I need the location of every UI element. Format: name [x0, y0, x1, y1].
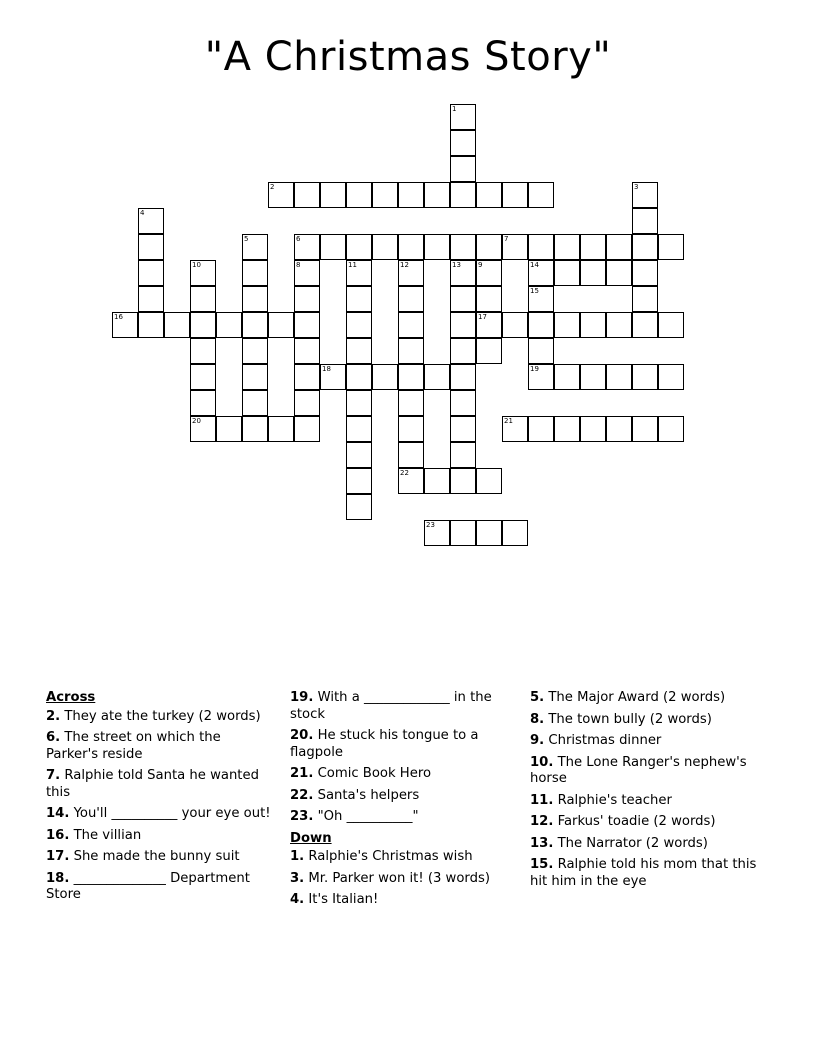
grid-cell[interactable] [632, 208, 658, 234]
grid-cell[interactable] [346, 416, 372, 442]
grid-cell[interactable] [632, 416, 658, 442]
grid-cell[interactable] [476, 234, 502, 260]
grid-cell[interactable] [294, 390, 320, 416]
clue-text: Santa's helpers [313, 787, 420, 803]
clue-number: 16. [46, 827, 70, 843]
grid-cell[interactable] [320, 182, 346, 208]
grid-cell[interactable] [632, 312, 658, 338]
grid-cell[interactable] [294, 260, 320, 286]
grid-cell[interactable] [216, 312, 242, 338]
clues-area [0, 690, 816, 990]
grid-cell[interactable] [398, 182, 424, 208]
grid-cell[interactable] [450, 182, 476, 208]
clue-number: 11. [530, 792, 554, 808]
grid-cell[interactable] [606, 234, 632, 260]
grid-cell[interactable] [242, 260, 268, 286]
clue-item [290, 809, 508, 826]
clue-number: 1. [290, 849, 305, 864]
clue-item [46, 806, 274, 823]
grid-cell[interactable] [450, 416, 476, 442]
grid-cell-number: 8 [296, 261, 301, 269]
grid-cell[interactable] [268, 182, 294, 208]
grid-cell-number: 20 [192, 417, 201, 425]
grid-cell[interactable] [450, 442, 476, 468]
grid-cell[interactable] [450, 130, 476, 156]
clue-text: You'll __________ your eye out! [69, 806, 271, 821]
grid-cell[interactable] [476, 520, 502, 546]
clue-text: They ate the turkey (2 words) [60, 708, 261, 724]
clue-text: The villian [69, 827, 142, 843]
clue-number: 7. [46, 768, 61, 783]
grid-cell-number: 18 [322, 365, 331, 373]
grid-cell[interactable] [268, 312, 294, 338]
clue-item [530, 755, 768, 788]
grid-cell-number: 12 [400, 261, 409, 269]
grid-cell[interactable] [346, 286, 372, 312]
grid-cell[interactable] [190, 338, 216, 364]
clue-text: "Oh __________" [313, 809, 419, 824]
grid-cell[interactable] [476, 338, 502, 364]
grid-cell[interactable] [580, 234, 606, 260]
grid-cell[interactable] [528, 364, 554, 390]
down-heading: Down [290, 830, 332, 846]
clue-column-1 [46, 690, 274, 909]
grid-cell[interactable] [580, 312, 606, 338]
grid-cell-number: 17 [478, 313, 487, 321]
grid-cell[interactable] [242, 234, 268, 260]
grid-cell-number: 6 [296, 235, 301, 243]
grid-cell[interactable] [346, 338, 372, 364]
grid-cell-number: 22 [400, 469, 409, 477]
grid-cell[interactable] [216, 416, 242, 442]
grid-cell[interactable] [138, 312, 164, 338]
clue-item [530, 690, 768, 707]
clue-text: Ralphie told his mom that this hit him in the eye [530, 857, 757, 889]
grid-cell[interactable] [632, 286, 658, 312]
grid-cell[interactable] [450, 104, 476, 130]
clue-text: The Narrator (2 words) [553, 835, 708, 851]
grid-cell[interactable] [528, 338, 554, 364]
clue-item [46, 730, 274, 763]
grid-cell[interactable] [294, 182, 320, 208]
clue-item [290, 849, 508, 866]
clue-item [530, 793, 768, 810]
grid-cell[interactable] [580, 364, 606, 390]
grid-cell-number: 4 [140, 209, 145, 217]
grid-cell-number: 14 [530, 261, 539, 269]
clue-number: 5. [530, 690, 545, 705]
clue-number: 19. [290, 690, 314, 705]
grid-cell[interactable] [476, 260, 502, 286]
grid-cell[interactable] [372, 234, 398, 260]
page-title: "A Christmas Story" [204, 34, 612, 80]
grid-cell[interactable] [398, 416, 424, 442]
grid-cell[interactable] [294, 312, 320, 338]
grid-cell-number: 21 [504, 417, 513, 425]
grid-cell[interactable] [294, 338, 320, 364]
grid-cell-number: 2 [270, 183, 275, 191]
grid-cell-number: 11 [348, 261, 357, 269]
clue-item [290, 766, 508, 783]
clue-item [530, 814, 768, 831]
clue-number: 22. [290, 787, 314, 803]
grid-cell[interactable] [398, 234, 424, 260]
grid-cell[interactable] [268, 416, 294, 442]
grid-cell[interactable] [554, 260, 580, 286]
grid-cell[interactable] [372, 364, 398, 390]
clue-number: 12. [530, 814, 554, 829]
grid-cell[interactable] [138, 286, 164, 312]
clue-number: 3. [290, 870, 305, 886]
grid-cell[interactable] [398, 312, 424, 338]
grid-cell[interactable] [450, 468, 476, 494]
grid-cell[interactable] [398, 442, 424, 468]
grid-cell[interactable] [190, 364, 216, 390]
grid-cell[interactable] [346, 390, 372, 416]
clue-number: 2. [46, 708, 61, 724]
grid-cell[interactable] [502, 312, 528, 338]
clue-number: 9. [530, 733, 545, 748]
across-heading: Across [46, 690, 96, 705]
grid-cell[interactable] [294, 416, 320, 442]
grid-cell[interactable] [424, 520, 450, 546]
grid-cell[interactable] [138, 260, 164, 286]
grid-cell[interactable] [528, 286, 554, 312]
clue-item [46, 828, 274, 845]
grid-cell[interactable] [554, 312, 580, 338]
clue-text: ______________ Department Store [46, 870, 250, 902]
grid-cell[interactable] [476, 286, 502, 312]
grid-cell[interactable] [346, 234, 372, 260]
grid-cell[interactable] [632, 234, 658, 260]
grid-cell[interactable] [606, 312, 632, 338]
clue-number: 6. [46, 730, 61, 745]
grid-cell[interactable] [138, 234, 164, 260]
clue-item [530, 712, 768, 729]
grid-cell[interactable] [450, 156, 476, 182]
grid-cell[interactable] [242, 390, 268, 416]
clue-item [530, 733, 768, 750]
grid-cell[interactable] [346, 442, 372, 468]
grid-cell-number: 15 [530, 287, 539, 295]
grid-cell-number: 9 [478, 261, 483, 269]
grid-cell[interactable] [450, 234, 476, 260]
grid-cell[interactable] [242, 364, 268, 390]
clue-item [46, 871, 274, 904]
clue-text: The town bully (2 words) [544, 711, 712, 727]
clue-number: 23. [290, 809, 314, 824]
clue-text: Ralphie's Christmas wish [304, 849, 473, 864]
grid-cell[interactable] [346, 494, 372, 520]
grid-cell[interactable] [632, 260, 658, 286]
grid-cell[interactable] [346, 312, 372, 338]
grid-cell[interactable] [346, 364, 372, 390]
grid-cell[interactable] [606, 416, 632, 442]
grid-cell[interactable] [528, 312, 554, 338]
clue-number: 20. [290, 728, 314, 743]
grid-cell[interactable] [450, 312, 476, 338]
clue-text: Christmas dinner [544, 733, 662, 748]
grid-cell[interactable] [346, 182, 372, 208]
grid-cell[interactable] [164, 312, 190, 338]
grid-cell[interactable] [554, 364, 580, 390]
grid-cell-number: 19 [530, 365, 539, 373]
clue-text: Ralphie told Santa he wanted this [46, 768, 259, 800]
grid-cell[interactable] [398, 338, 424, 364]
grid-cell-number: 5 [244, 235, 249, 243]
clue-item [290, 728, 508, 761]
grid-cell[interactable] [528, 182, 554, 208]
grid-cell[interactable] [580, 416, 606, 442]
grid-cell[interactable] [632, 182, 658, 208]
clue-text: Ralphie's teacher [553, 792, 672, 808]
clue-item [530, 857, 768, 890]
clue-column-3 [530, 690, 768, 895]
grid-cell[interactable] [606, 260, 632, 286]
grid-cell[interactable] [424, 234, 450, 260]
grid-cell[interactable] [658, 416, 684, 442]
clue-number: 21. [290, 766, 314, 781]
clue-number: 18. [46, 870, 70, 886]
grid-cell[interactable] [320, 234, 346, 260]
grid-cell[interactable] [658, 234, 684, 260]
grid-cell[interactable] [424, 364, 450, 390]
clue-number: 4. [290, 892, 305, 907]
grid-cell[interactable] [294, 364, 320, 390]
grid-cell[interactable] [450, 338, 476, 364]
clue-text: Mr. Parker won it! (3 words) [304, 870, 490, 886]
grid-cell[interactable] [580, 260, 606, 286]
clue-number: 15. [530, 857, 554, 872]
grid-cell[interactable] [658, 364, 684, 390]
clue-item [46, 768, 274, 801]
clue-item [530, 836, 768, 853]
clue-item [290, 788, 508, 805]
grid-cell[interactable] [476, 312, 502, 338]
grid-cell[interactable] [528, 416, 554, 442]
clue-text: With a _____________ in the stock [290, 690, 492, 722]
grid-cell[interactable] [190, 260, 216, 286]
grid-cell[interactable] [242, 416, 268, 442]
grid-cell[interactable] [112, 312, 138, 338]
grid-cell[interactable] [424, 468, 450, 494]
clue-text: Farkus' toadie (2 words) [553, 814, 716, 829]
grid-cell[interactable] [242, 312, 268, 338]
grid-cell[interactable] [398, 364, 424, 390]
grid-cell[interactable] [190, 312, 216, 338]
clue-item [290, 871, 508, 888]
grid-cell[interactable] [190, 286, 216, 312]
clue-text: It's Italian! [304, 892, 379, 907]
grid-cell[interactable] [346, 468, 372, 494]
grid-cell-number: 7 [504, 235, 509, 243]
clue-text: The Lone Ranger's nephew's horse [530, 754, 747, 786]
clue-number: 14. [46, 806, 70, 821]
crossword-grid[interactable] [0, 104, 816, 564]
grid-cell[interactable] [320, 364, 346, 390]
grid-cell[interactable] [528, 234, 554, 260]
grid-cell[interactable] [190, 416, 216, 442]
grid-cell[interactable] [528, 260, 554, 286]
grid-cell[interactable] [398, 468, 424, 494]
grid-cell[interactable] [502, 234, 528, 260]
grid-cell[interactable] [398, 260, 424, 286]
grid-cell[interactable] [346, 260, 372, 286]
grid-cell[interactable] [502, 416, 528, 442]
grid-cell[interactable] [502, 520, 528, 546]
clue-number: 17. [46, 849, 70, 864]
grid-cell[interactable] [138, 208, 164, 234]
grid-cell[interactable] [242, 286, 268, 312]
grid-cell-number: 16 [114, 313, 123, 321]
clue-number: 8. [530, 711, 545, 727]
clue-text: Comic Book Hero [313, 766, 432, 781]
grid-cell-number: 13 [452, 261, 461, 269]
grid-cell[interactable] [554, 234, 580, 260]
grid-cell[interactable] [450, 260, 476, 286]
clue-column-2 [290, 690, 508, 914]
grid-cell[interactable] [502, 182, 528, 208]
grid-cell-number: 3 [634, 183, 639, 191]
grid-cell-number: 10 [192, 261, 201, 269]
grid-cell[interactable] [294, 286, 320, 312]
grid-cell[interactable] [294, 234, 320, 260]
grid-cell[interactable] [658, 312, 684, 338]
clue-number: 13. [530, 835, 554, 851]
clue-text: The Major Award (2 words) [544, 690, 726, 705]
grid-cell[interactable] [450, 364, 476, 390]
clue-text: She made the bunny suit [69, 849, 240, 864]
grid-cell[interactable] [372, 182, 398, 208]
grid-cell[interactable] [450, 390, 476, 416]
clue-item [290, 892, 508, 909]
grid-cell[interactable] [476, 468, 502, 494]
grid-cell[interactable] [190, 390, 216, 416]
grid-cell[interactable] [424, 182, 450, 208]
grid-cell[interactable] [606, 364, 632, 390]
clue-item [46, 709, 274, 726]
grid-cell[interactable] [398, 390, 424, 416]
clue-number: 10. [530, 754, 554, 770]
clue-item [46, 849, 274, 866]
grid-cell[interactable] [450, 520, 476, 546]
grid-cell[interactable] [632, 364, 658, 390]
grid-cell[interactable] [554, 416, 580, 442]
grid-cell[interactable] [476, 182, 502, 208]
grid-cell[interactable] [242, 338, 268, 364]
clue-text: He stuck his tongue to a flagpole [290, 728, 479, 760]
clue-text: The street on which the Parker's reside [46, 730, 221, 762]
grid-cell-number: 1 [452, 105, 457, 113]
clue-item [290, 690, 508, 723]
grid-cell[interactable] [398, 286, 424, 312]
grid-cell[interactable] [450, 286, 476, 312]
grid-cell-number: 23 [426, 521, 435, 529]
